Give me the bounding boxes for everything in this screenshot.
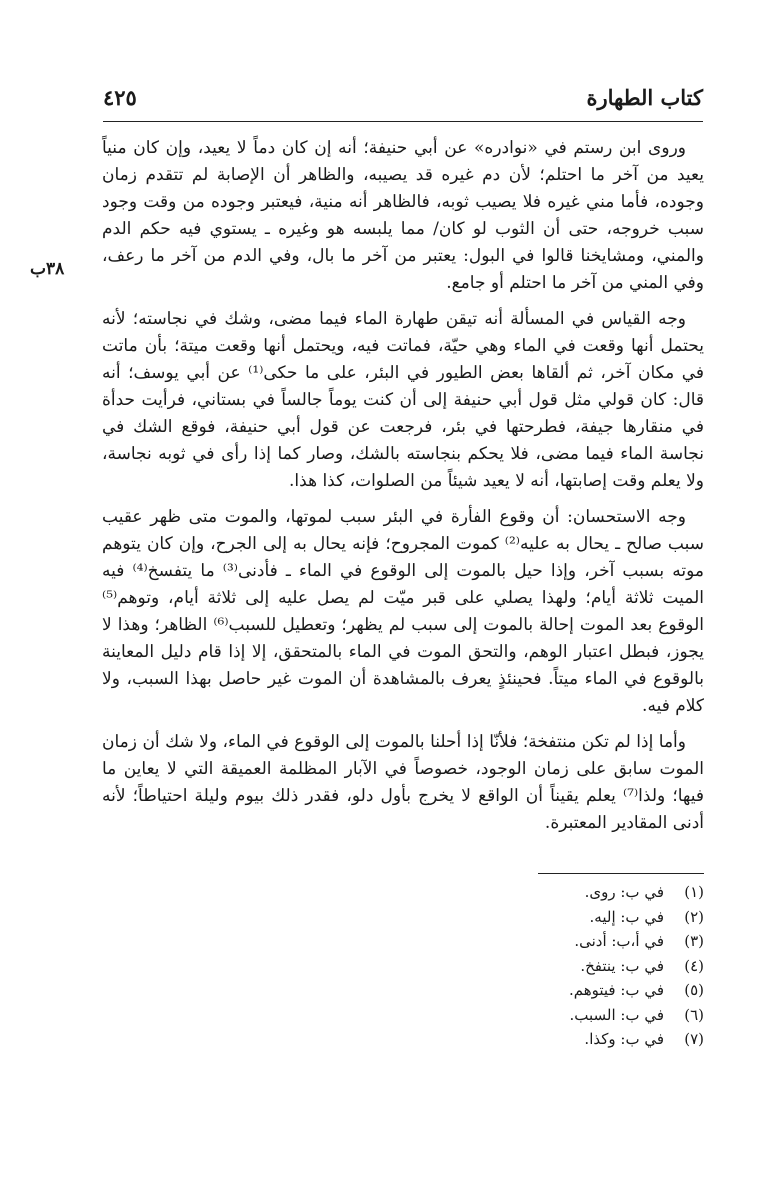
footnote-text: في ب: فيتوهم.: [568, 981, 664, 999]
page-number: ٤٢٥: [103, 85, 137, 110]
paragraph: وجه القياس في المسألة أنه تيقن طهارة الماء فيما مضى، وشك في نجاسته؛ لأنه يحتمل أنها وقعت في الماء وهي حيّة، فماتت فيه، ويحتمل أنها وقعت ميتة؛ بأن ماتت في مكان آخر، ثم ألقاها بعض الطيور في البئر، على ما حكى⁽¹⁾ عن أبي يوسف؛ أنه قال: كان قولي مثل قول أبي حنيفة إلى أن كنت يوماً جالساً في بستاني، فرأيت حدأة في منقارها جيفة، فطرحتها في بئر، فرجعت عن قول أبي حنيفة، فوقع الشك في نجاسة الماء فيما مضى، فلا يحكم بنجاسته بالشك، وصار كما إذا رأى في ثوبه نجاسة، ولا يعلم وقت إصابتها، أنه لا يعيد شيئاً من الصلوات، كذا هذا.: [102, 309, 705, 491]
footnote: [404, 1003, 704, 1028]
footnote-text: في ب: روى.: [584, 883, 664, 901]
book-title: كتاب الطهارة: [586, 85, 703, 110]
footnote-text: في ب: إليه.: [589, 907, 664, 926]
paragraph: وروى ابن رستم في «نوادره» عن أبي حنيفة؛ أنه إن كان دماً لا يعيد، وإن كان منياً يعيد من آخر ما احتلم؛ لأن دم غيره قد يصيبه، والظاهر أن الإصابة لم تتقدم زمان وجوده، فأما مني غيره فلا يصيب ثوبه، فالظاهر أنه منية، فيعتبر وجوده من وقت وجود سبب خروجه، حتى أن الثوب لو كان/ مما يلبسه هو وغيره ـ يستوي فيه حكم الدم والمني، ومشايخنا قالوا في البول: يعتبر من آخر ما بال، وفي الدم من آخر ما رعف، وفي المني من آخر ما احتلم أو جامع.: [102, 138, 704, 293]
footnote-number: (٦): [684, 1005, 704, 1024]
paragraph: وجه الاستحسان: أن وقوع الفأرة في البئر سبب لموتها، والموت متى ظهر عقيب سبب صالح ـ يحال به عليه⁽²⁾ كموت المجروح؛ فإنه يحال به إلى الجرح، وإن كان يتوهم موته بسبب آخر، وإذا حيل بالموت إلى الوقوع في الماء ـ فأدنى⁽³⁾ ما يتفسخ⁽⁴⁾ فيه الميت ثلاثة أيام؛ ولهذا يصلي على قبر ميّت لم يصل عليه إلى ثلاثة أيام، وتوهم⁽⁵⁾ الوقوع بعد الموت إحالة بالموت إلى سبب لم يظهر؛ وتعطيل للسبب⁽⁶⁾ الظاهر؛ وهذا لا يجوز، فبطل اعتبار الوهم، والتحق الموت في الماء بالمتحقق، إلا إذا قام دليل المعاينة بالوقوع في الماء ميتاً. فحينئذٍ يعرف بالمشاهدة أن الموت غير حاصل بهذا السبب، ولا كلام فيه.: [102, 507, 705, 716]
header-rule: [103, 121, 703, 122]
footnote-number: (٧): [684, 1030, 704, 1048]
footnote: [404, 929, 704, 954]
footnote: [404, 905, 704, 930]
footnote-number: (٢): [684, 907, 704, 926]
footnote: [404, 954, 704, 979]
footnote-number: (١): [684, 883, 704, 901]
footnote-text: في ب: وكذا.: [584, 1030, 664, 1048]
footnote: [404, 880, 704, 905]
footnote-number: (٣): [684, 932, 704, 950]
footnotes-list: [404, 880, 704, 1052]
footnote: [404, 1027, 704, 1052]
footnote-text: في ب: ينتفخ.: [580, 956, 664, 975]
footnote-separator: [538, 873, 704, 874]
footnote-number: (٥): [684, 981, 704, 999]
footnote-text: في ب: السبب.: [569, 1005, 664, 1024]
main-text: [102, 135, 704, 846]
footnote-number: (٤): [684, 956, 704, 975]
footnote: [404, 978, 704, 1003]
running-header: [103, 85, 703, 125]
margin-folio-note: ٣٨ب: [30, 259, 65, 279]
paragraph: وأما إذا لم تكن منتفخة؛ فلأنّا إذا أحلنا بالموت إلى الوقوع في الماء، ولا شك أن زمان الموت سابق على زمان الوجود، خصوصاً في الآبار المظلمة العميقة التي لا يعاين ما فيها؛ ولذا⁽⁷⁾ يعلم يقيناً أن الواقع لا يخرج بأول دلو، فقدر ذلك بيوم وليلة احتياطاً؛ لأنه أدنى المقادير المعتبرة.: [102, 732, 705, 833]
footnote-text: في أ،ب: أدنى.: [574, 932, 664, 950]
